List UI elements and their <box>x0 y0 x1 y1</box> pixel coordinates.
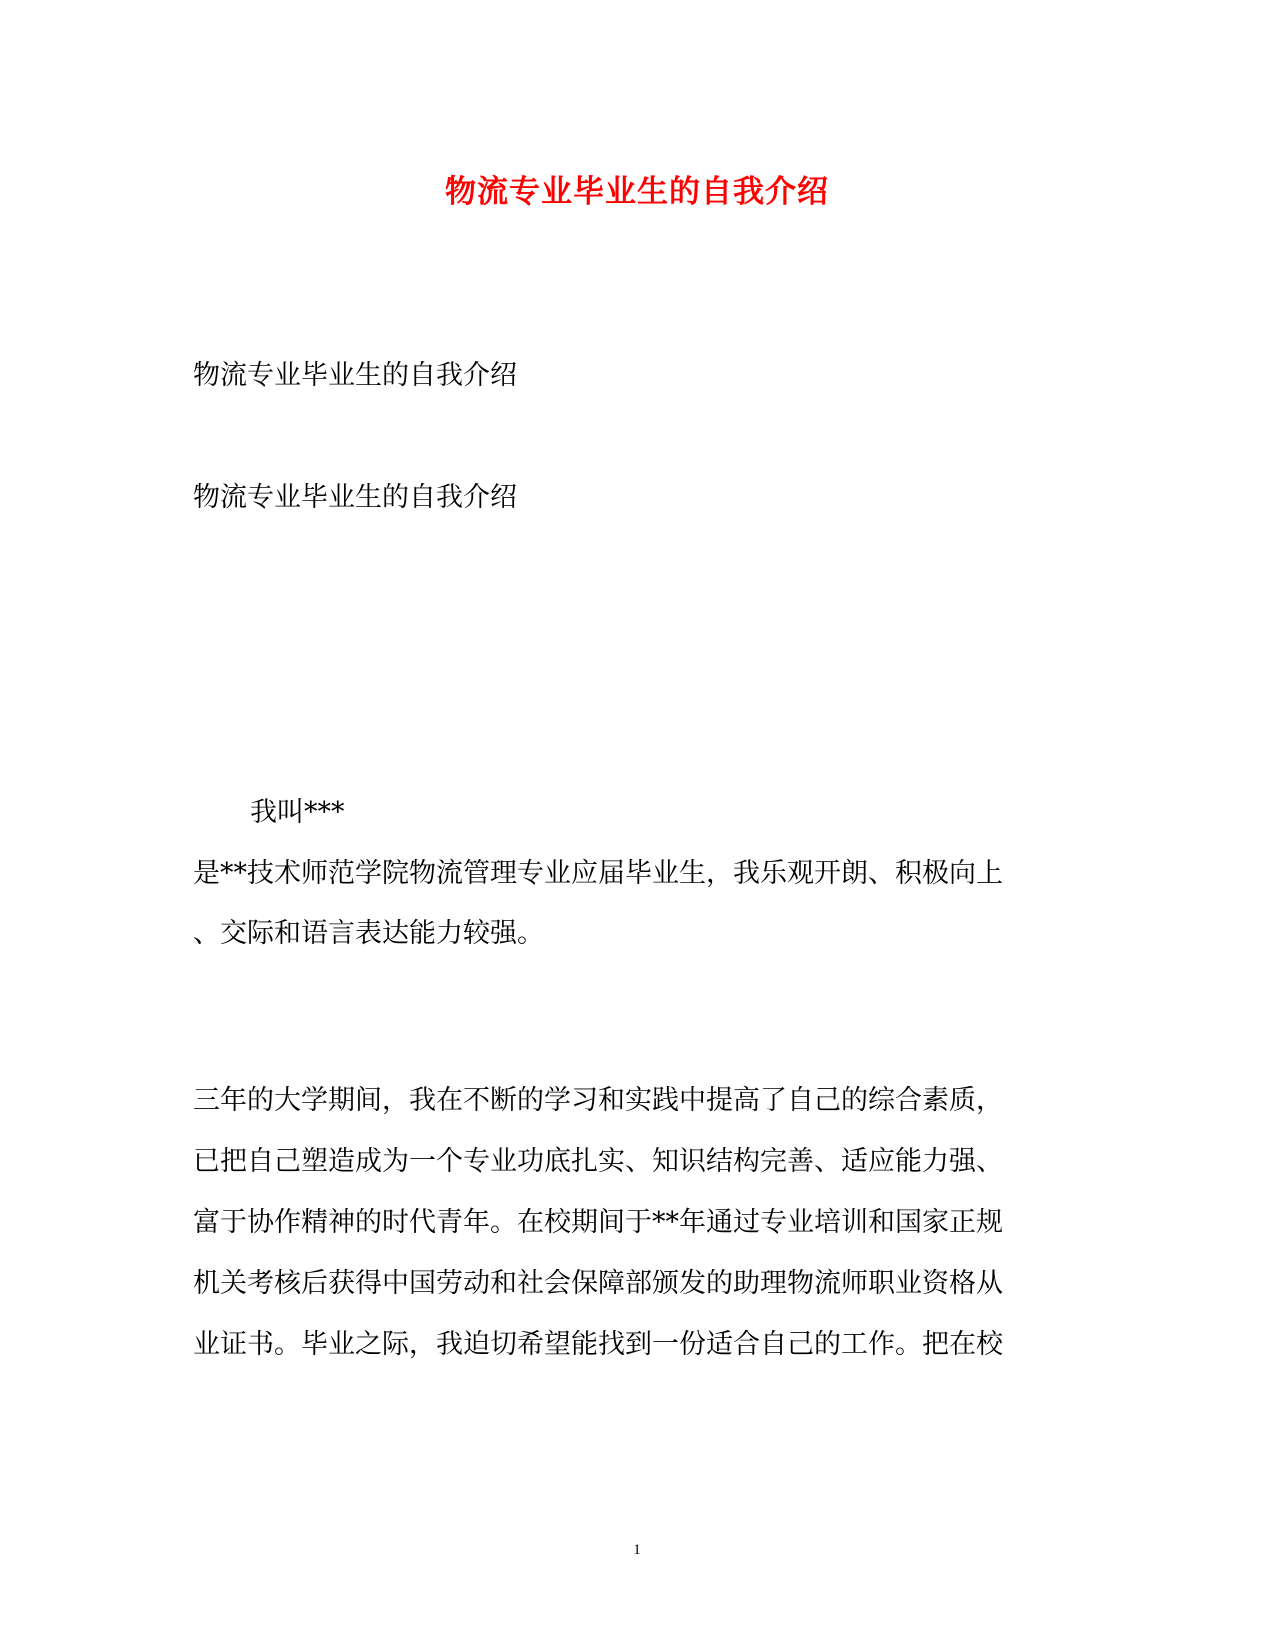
subtitle-line-1: 物流专业毕业生的自我介绍 <box>193 360 517 391</box>
page-number: 1 <box>633 1542 641 1558</box>
paragraph-line: 是**技术师范学院物流管理专业应届毕业生，我乐观开朗、积极向上 <box>193 858 1003 889</box>
paragraph-line: 三年的大学期间，我在不断的学习和实践中提高了自己的综合素质， <box>193 1085 1003 1116</box>
paragraph-line: 富于协作精神的时代青年。在校期间于**年通过专业培训和国家正规 <box>193 1207 1003 1238</box>
paragraph-line: 已把自己塑造成为一个专业功底扎实、知识结构完善、适应能力强、 <box>193 1146 1003 1177</box>
paragraph-line: 机关考核后获得中国劳动和社会保障部颁发的助理物流师职业资格从 <box>193 1268 1003 1299</box>
subtitle-line-2: 物流专业毕业生的自我介绍 <box>193 482 517 513</box>
paragraph-line: 、交际和语言表达能力较强。 <box>193 918 544 949</box>
paragraph-line: 我叫*** <box>250 797 345 828</box>
document-title: 物流专业毕业生的自我介绍 <box>445 174 829 210</box>
paragraph-line: 业证书。毕业之际，我迫切希望能找到一份适合自己的工作。把在校 <box>193 1329 1003 1360</box>
